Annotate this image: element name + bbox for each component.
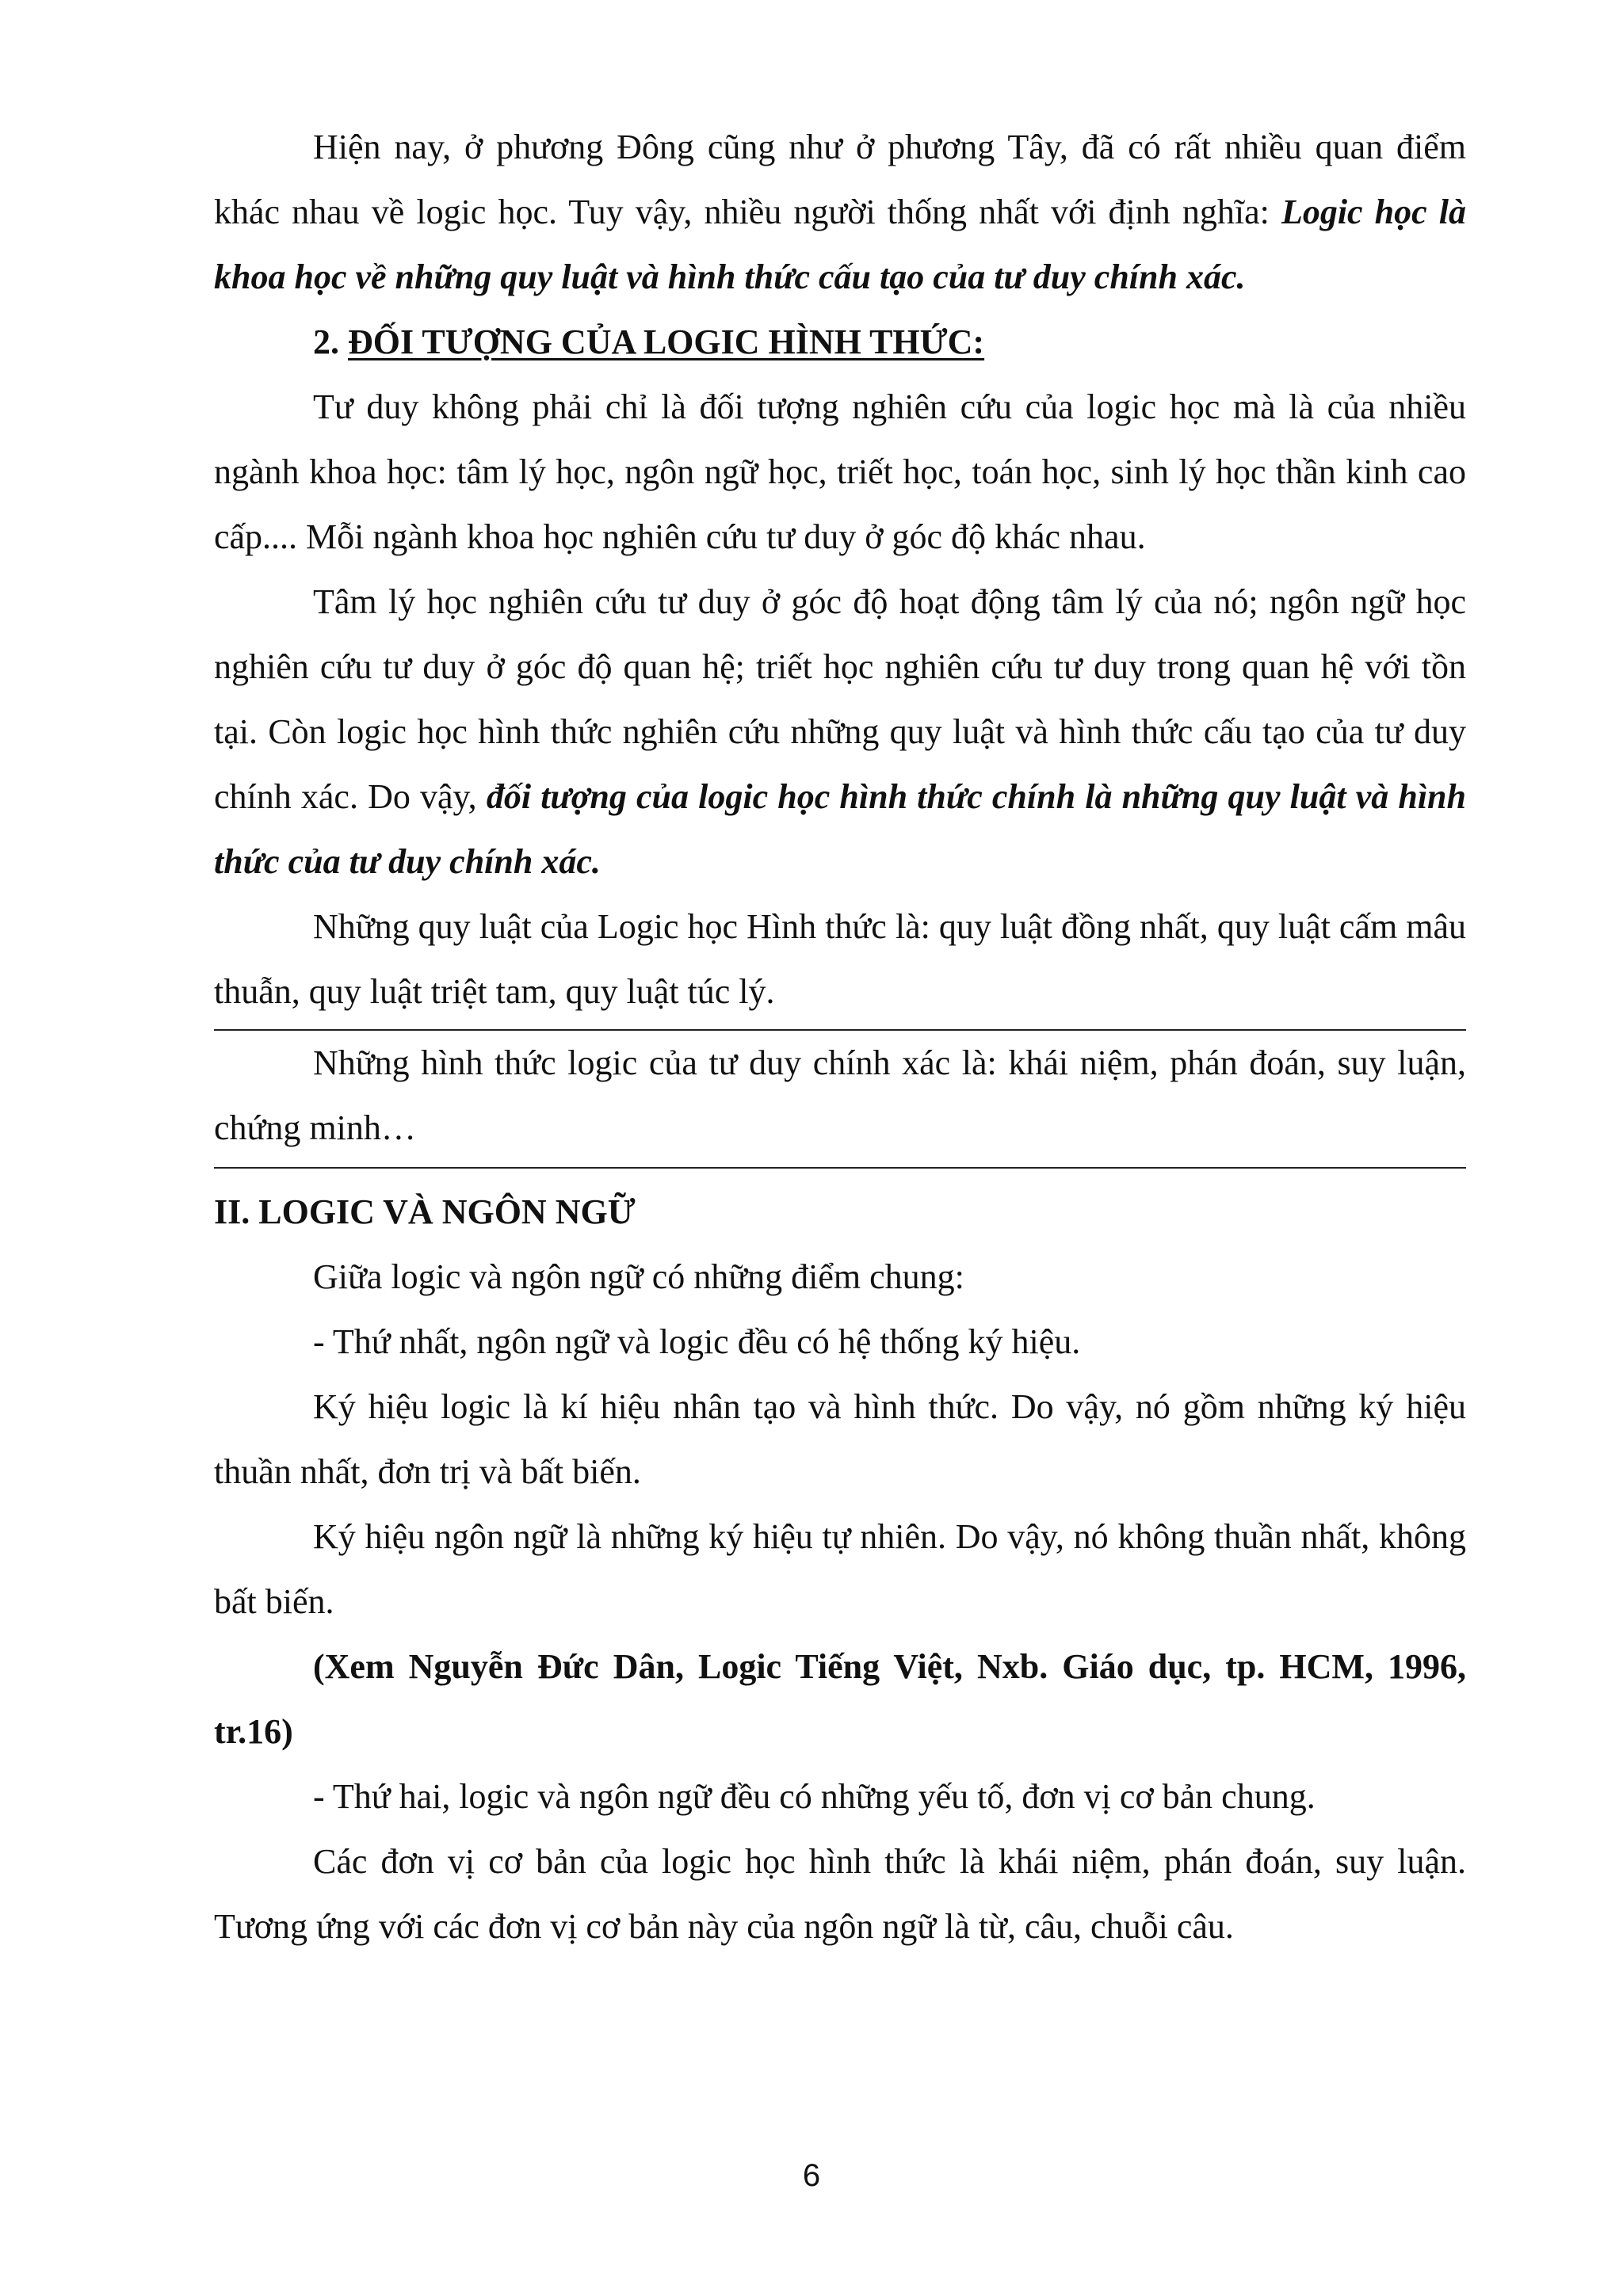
object-of-formal-logic: đối tượng của logic học hình thức chính là những quy luật và hình thức của tư duy chính xác. (214, 777, 1466, 881)
paragraph-ky-hieu-ngon-ngu: Ký hiệu ngôn ngữ là những ký hiệu tự nhiên. Do vậy, nó không thuần nhất, không bất biến. (214, 1517, 1466, 1621)
horizontal-rule-bottom (214, 1167, 1466, 1169)
intro-text: Hiện nay, ở phương Đông cũng như ở phương Tây, đã có rất nhiều quan điểm khác nhau về logic học. Tuy vậy, nhiều người thống nhất với định nghĩa: (214, 128, 1466, 231)
section-II-heading: II. LOGIC VÀ NGÔN NGỮ (214, 1192, 636, 1231)
paragraph-don-vi: Các đơn vị cơ bản của logic học hình thức là khái niệm, phán đoán, suy luận. Tương ứng với các đơn vị cơ bản này của ngôn ngữ là từ, câu, chuỗi câu. (214, 1842, 1466, 1946)
document-page (214, 115, 1466, 1959)
section-II-intro: Giữa logic và ngôn ngữ có những điểm chung: (313, 1257, 964, 1296)
paragraph-tam-ly (214, 570, 1466, 894)
section-2-heading (214, 310, 1466, 375)
tam-ly-text: Tâm lý học nghiên cứu tư duy ở góc độ hoạt động tâm lý của nó; ngôn ngữ học nghiên cứu tư duy ở góc độ quan hệ; triết học nghiên cứu tư duy trong quan hệ với tồn tại. Còn logic học hình thức nghiên cứu những quy luật và hình thức cấu tạo của tư duy chính xác. Do vậy, (214, 582, 1466, 816)
paragraph-hinh-thuc: Những hình thức logic của tư duy chính xác là: khái niệm, phán đoán, suy luận, chứng minh… (214, 1043, 1466, 1147)
paragraph-tu-duy: Tư duy không phải chỉ là đối tượng nghiên cứu của logic học mà là của nhiều ngành khoa học: tâm lý học, ngôn ngữ học, triết học, toán học, sinh lý học thần kinh cao cấp.... Mỗi ngành khoa học nghiên cứu tư duy ở góc độ khác nhau. (214, 387, 1466, 556)
section-2-number: 2. (313, 322, 348, 361)
point-second: - Thứ hai, logic và ngôn ngữ đều có những yếu tố, đơn vị cơ bản chung. (313, 1777, 1316, 1816)
intro-paragraph (214, 115, 1466, 310)
page-number: 6 (802, 2158, 821, 2193)
point-first: - Thứ nhất, ngôn ngữ và logic đều có hệ thống ký hiệu. (313, 1322, 1081, 1361)
reference-citation: (Xem Nguyễn Đức Dân, Logic Tiếng Việt, Nxb. Giáo dục, tp. HCM, 1996, tr.16) (214, 1647, 1466, 1751)
paragraph-ky-hieu-logic: Ký hiệu logic là kí hiệu nhân tạo và hình thức. Do vậy, nó gồm những ký hiệu thuần nhất, đơn trị và bất biến. (214, 1387, 1466, 1491)
logic-definition: Logic học là khoa học về những quy luật và hình thức cấu tạo của tư duy chính xác. (214, 193, 1466, 296)
paragraph-quy-luat: Những quy luật của Logic học Hình thức là: quy luật đồng nhất, quy luật cấm mâu thuẫn, quy luật triệt tam, quy luật túc lý. (214, 907, 1466, 1011)
section-2-title: ĐỐI TƯỢNG CỦA LOGIC HÌNH THỨC: (348, 322, 985, 361)
